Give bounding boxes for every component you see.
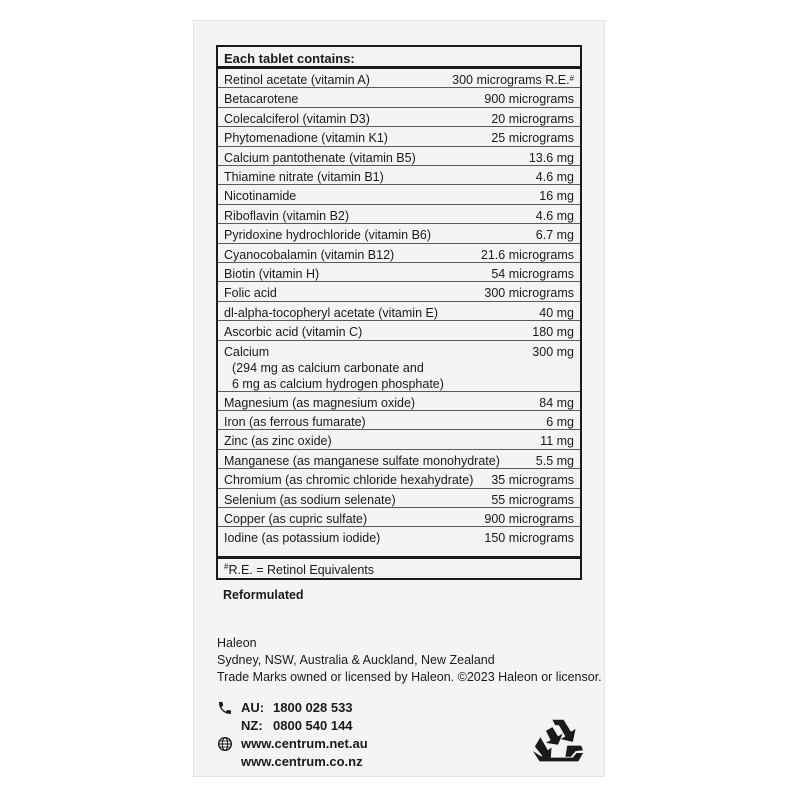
nutrient-amount bbox=[532, 324, 574, 340]
nutrient-name-text: Pyridoxine hydrochloride (vitamin B6) bbox=[224, 228, 432, 243]
nutrient-amount bbox=[546, 414, 574, 430]
nutrient-name bbox=[224, 285, 460, 301]
nutrient-name bbox=[224, 324, 460, 340]
table-row bbox=[218, 88, 580, 107]
nutrient-name-text: Magnesium (as magnesium oxide) bbox=[224, 395, 416, 410]
table-row bbox=[218, 69, 580, 88]
nutrient-amount-text: 180 mg bbox=[532, 325, 574, 340]
nutrient-detail: 6 mg as calcium hydrogen phosphate) bbox=[232, 376, 444, 391]
globe-icon bbox=[217, 736, 233, 752]
table-footnote bbox=[218, 556, 580, 578]
table-row bbox=[218, 166, 580, 185]
au-phone[interactable]: 1800 028 533 bbox=[273, 700, 353, 715]
nutrient-amount-text: 4.6 mg bbox=[535, 208, 574, 223]
nutrient-amount bbox=[539, 305, 574, 321]
nutrient-amount bbox=[491, 472, 574, 488]
nutrient-amount-text: 5.5 mg bbox=[535, 453, 574, 468]
table-row bbox=[218, 469, 580, 488]
nutrient-amount-text: 20 micrograms bbox=[491, 111, 574, 126]
table-row bbox=[218, 321, 580, 340]
footnote-marker: # bbox=[224, 562, 229, 571]
nutrient-amount bbox=[484, 530, 574, 546]
table-row bbox=[218, 527, 580, 546]
nutrient-amount-text: 300 micrograms bbox=[484, 286, 574, 301]
phone-icon bbox=[217, 700, 233, 716]
nutrient-amount-text: 25 micrograms bbox=[491, 131, 574, 146]
table-row bbox=[218, 185, 580, 204]
nutrient-name-text: Retinol acetate (vitamin A) bbox=[224, 73, 370, 87]
nutrient-name-text: Selenium (as sodium selenate) bbox=[224, 492, 396, 507]
table-row bbox=[218, 508, 580, 527]
nz-phone[interactable]: 0800 540 144 bbox=[273, 718, 353, 733]
nutrient-name-text: Calcium pantothenate (vitamin B5) bbox=[224, 150, 416, 165]
nutrient-amount bbox=[491, 111, 574, 127]
recycle-icon bbox=[530, 716, 586, 766]
nutrient-amount-text: 300 mg bbox=[532, 344, 574, 359]
nutrient-amount bbox=[484, 285, 574, 301]
nutrient-name-text: Iodine (as potassium iodide) bbox=[224, 531, 381, 546]
nutrient-name bbox=[224, 208, 460, 224]
nutrient-name bbox=[224, 227, 460, 243]
nutrient-name bbox=[224, 433, 460, 449]
nutrient-name-text: Zinc (as zinc oxide) bbox=[224, 434, 332, 449]
nutrient-amount bbox=[452, 72, 574, 88]
nutrient-name bbox=[224, 305, 460, 321]
nutrient-amount bbox=[484, 511, 574, 527]
website-nz-link[interactable]: www.centrum.co.nz bbox=[241, 754, 363, 769]
company-address: Sydney, NSW, Australia & Auckland, New Zealand bbox=[217, 653, 495, 667]
nutrient-amount bbox=[536, 169, 574, 185]
nutrient-name bbox=[224, 130, 460, 146]
nutrient-name bbox=[224, 150, 460, 166]
nutrient-amount-text: 13.6 mg bbox=[528, 150, 574, 165]
table-row bbox=[218, 341, 580, 392]
nutrient-name-text: Ascorbic acid (vitamin C) bbox=[224, 325, 363, 340]
nutrient-name-text: Nicotinamide bbox=[224, 189, 297, 204]
nutrient-amount-text: 4.6 mg bbox=[535, 170, 574, 184]
nutrition-table bbox=[216, 45, 582, 580]
reformulated-note: Reformulated bbox=[223, 588, 304, 602]
table-row bbox=[218, 127, 580, 146]
nutrient-amount-text: 35 micrograms bbox=[491, 473, 574, 488]
nutrient-amount bbox=[539, 188, 574, 204]
table-row bbox=[218, 224, 580, 243]
nutrient-name bbox=[224, 247, 460, 263]
nutrient-name-text: Colecalciferol (vitamin D3) bbox=[224, 111, 370, 126]
nutrient-amount-text: 21.6 micrograms bbox=[480, 247, 574, 262]
nutrient-name bbox=[224, 266, 460, 282]
nutrient-amount bbox=[491, 266, 574, 282]
nutrient-amount-text: 6.7 mg bbox=[535, 228, 574, 243]
table-row bbox=[218, 147, 580, 166]
nutrient-name bbox=[224, 453, 500, 469]
nutrient-name bbox=[224, 492, 460, 508]
nutrient-name bbox=[224, 530, 460, 546]
table-row bbox=[218, 263, 580, 282]
nutrient-name bbox=[224, 344, 460, 392]
nutrient-amount-text: 16 mg bbox=[539, 189, 574, 204]
nutrient-name-text: Phytomenadione (vitamin K1) bbox=[224, 131, 388, 146]
nutrient-amount bbox=[539, 395, 574, 411]
nutrient-amount-text: 84 mg bbox=[539, 395, 574, 410]
nutrient-amount bbox=[536, 453, 574, 469]
nutrient-amount bbox=[536, 227, 574, 243]
nutrient-amount-text: 54 micrograms bbox=[491, 267, 574, 281]
nutrient-name-text: Folic acid bbox=[224, 286, 277, 301]
nutrient-name bbox=[224, 472, 474, 488]
nutrient-name bbox=[224, 91, 460, 107]
nutrient-amount bbox=[491, 130, 574, 146]
nutrient-name-text: Manganese (as manganese sulfate monohydrate) bbox=[224, 453, 500, 468]
table-row bbox=[218, 430, 580, 449]
website-au-link[interactable]: www.centrum.net.au bbox=[241, 736, 368, 751]
trademark-notice: Trade Marks owned or licensed by Haleon. ©2023 Haleon or licensor. bbox=[217, 670, 602, 684]
amount-footnote-marker: # bbox=[569, 74, 574, 83]
nutrient-name bbox=[224, 188, 460, 204]
nutrient-name-text: Biotin (vitamin H) bbox=[224, 267, 320, 281]
nutrient-name-text: Cyanocobalamin (vitamin B12) bbox=[224, 247, 395, 262]
nutrient-name-text: Calcium bbox=[224, 344, 270, 359]
nutrient-name-text: Chromium (as chromic chloride hexahydrate) bbox=[224, 473, 474, 488]
nutrient-name bbox=[224, 72, 460, 88]
nutrient-amount-text: 55 micrograms bbox=[491, 492, 574, 507]
table-row bbox=[218, 489, 580, 508]
nutrient-amount bbox=[536, 208, 574, 224]
table-row bbox=[218, 205, 580, 224]
nutrient-amount bbox=[491, 492, 574, 508]
nutrient-amount bbox=[481, 247, 574, 263]
table-row bbox=[218, 302, 580, 321]
nutrient-name-text: Copper (as cupric sulfate) bbox=[224, 512, 368, 527]
table-row bbox=[218, 392, 580, 411]
table-header: Each tablet contains: bbox=[218, 47, 580, 69]
nutrient-name-text: dl-alpha-tocopheryl acetate (vitamin E) bbox=[224, 305, 438, 320]
company-info bbox=[217, 635, 602, 686]
table-row bbox=[218, 282, 580, 301]
nutrient-name-text: Iron (as ferrous fumarate) bbox=[224, 415, 366, 430]
table-row bbox=[218, 411, 580, 430]
nz-label: NZ: bbox=[241, 718, 263, 733]
nutrient-amount-text: 11 mg bbox=[540, 434, 574, 449]
nutrient-name bbox=[224, 414, 460, 430]
nutrient-amount-text: 150 micrograms bbox=[484, 531, 574, 546]
company-name: Haleon bbox=[217, 636, 257, 650]
nutrient-amount-text: 900 micrograms bbox=[484, 92, 574, 107]
nutrient-amount-text: 6 mg bbox=[546, 415, 574, 430]
nutrient-amount-text: 900 micrograms bbox=[484, 512, 574, 527]
nutrient-amount bbox=[540, 433, 574, 449]
table-row bbox=[218, 244, 580, 263]
nutrient-name bbox=[224, 111, 460, 127]
table-row bbox=[218, 450, 580, 469]
nutrient-name-text: Betacarotene bbox=[224, 92, 299, 107]
nutrient-detail: (294 mg as calcium carbonate and bbox=[232, 360, 424, 375]
au-label: AU: bbox=[241, 700, 265, 715]
nutrient-name bbox=[224, 169, 460, 185]
nutrient-amount bbox=[529, 150, 574, 166]
footnote-text: R.E. = Retinol Equivalents bbox=[228, 563, 375, 577]
nutrient-amount-text: 40 mg bbox=[539, 305, 574, 320]
nutrient-name-text: Riboflavin (vitamin B2) bbox=[224, 208, 350, 223]
table-row bbox=[218, 108, 580, 127]
nutrient-name bbox=[224, 511, 460, 527]
nutrient-amount bbox=[532, 344, 574, 360]
nutrient-name bbox=[224, 395, 460, 411]
nutrient-amount-text: 300 micrograms R.E. bbox=[452, 73, 570, 87]
nutrient-name-text: Thiamine nitrate (vitamin B1) bbox=[224, 170, 384, 184]
nutrient-amount bbox=[484, 91, 574, 107]
